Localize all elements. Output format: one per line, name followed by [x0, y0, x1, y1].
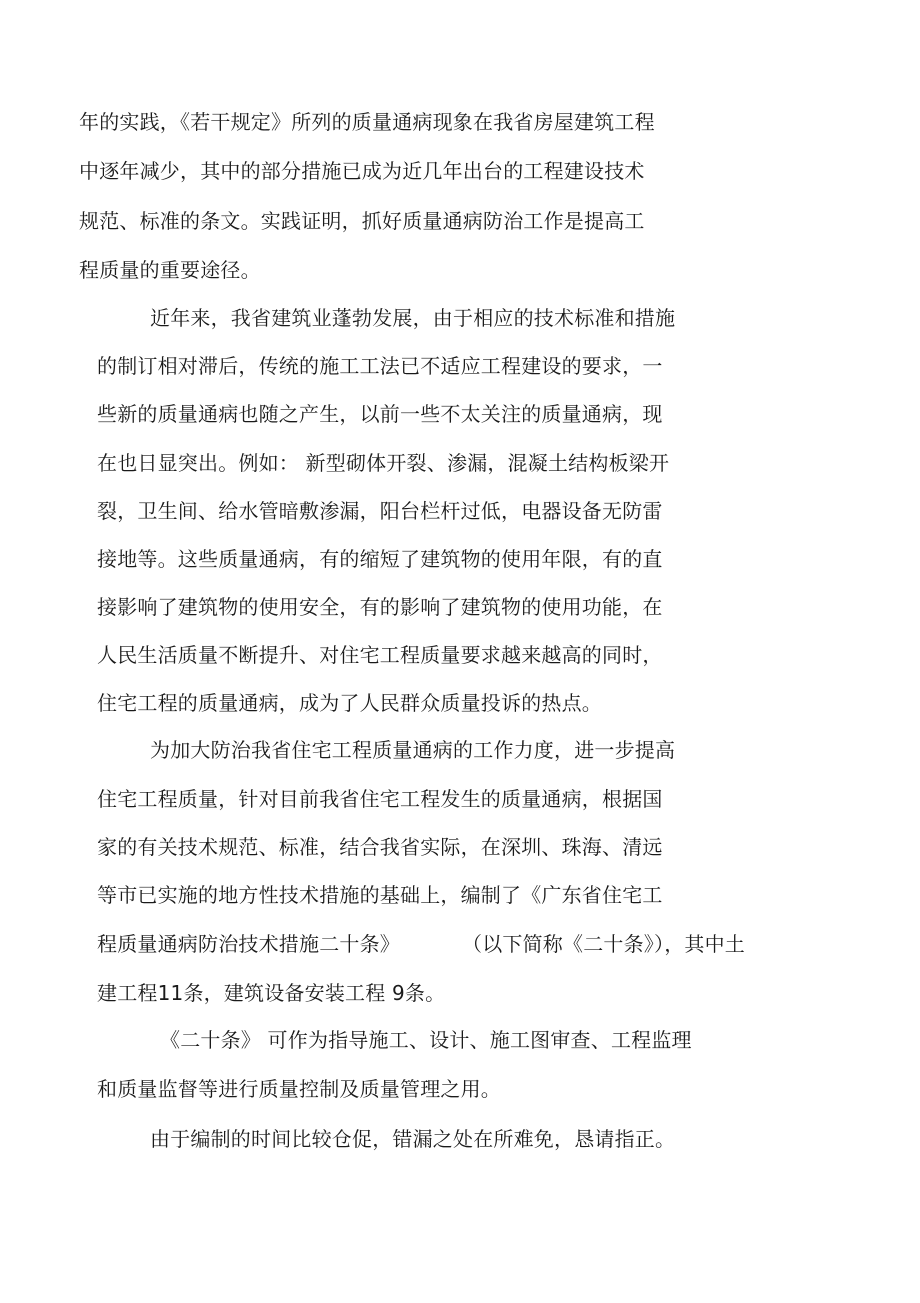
text-line: 程质量通病防治技术措施二十条》 [97, 932, 400, 956]
text-line: 在也日显突出。例如： 新型砌体开裂、渗漏，混凝土结构板梁开 [97, 451, 670, 475]
text-line: 等市已实施的地方性技术措施的基础上，编制了《广东省住宅工 [97, 883, 663, 907]
text-line: 的制订相对滞后，传统的施工工法已不适应工程建设的要求，一 [97, 354, 663, 378]
text-line: （以下简称《二十条》），其中土 [462, 932, 745, 956]
text-line: 年的实践，《若干规定》所列的质量通病现象在我省房屋建筑工程 [79, 110, 655, 134]
text-line: 些新的质量通病也随之产生，以前一些不太关注的质量通病，现 [97, 402, 663, 426]
text-line: 接影响了建筑物的使用安全，有的影响了建筑物的使用功能，在 [97, 595, 663, 619]
text-line: 住宅工程质量，针对目前我省住宅工程发生的质量通病，根据国 [97, 787, 663, 811]
text-line: 规范、标准的条文。实践证明，抓好质量通病防治工作是提高工 [79, 209, 645, 233]
text-line: 建工程11条，建筑设备安装工程 9条。 [97, 981, 446, 1005]
text-line: 中逐年减少，其中的部分措施已成为近几年出台的工程建设技术 [79, 159, 645, 183]
text-line: 人民生活质量不断提升、对住宅工程质量要求越来越高的同时， [97, 643, 663, 667]
text-line: 为加大防治我省住宅工程质量通病的工作力度，进一步提高 [150, 738, 676, 762]
text-line: 近年来，我省建筑业蓬勃发展，由于相应的技术标准和措施 [150, 306, 676, 330]
text-line: 程质量的重要途径。 [79, 258, 261, 282]
text-line: 家的有关技术规范、标准，结合我省实际，在深圳、珠海、清远 [97, 835, 663, 859]
text-line: 和质量监督等进行质量控制及质量管理之用。 [97, 1077, 501, 1101]
text-line: 由于编制的时间比较仓促，错漏之处在所难免，恳请指正。 [150, 1127, 676, 1151]
text-line: 接地等。这些质量通病，有的缩短了建筑物的使用年限，有的直 [97, 547, 663, 571]
text-line: 住宅工程的质量通病，成为了人民群众质量投诉的热点。 [97, 691, 602, 715]
text-line: 《二十条》 可作为指导施工、设计、施工图审查、工程监理 [160, 1028, 692, 1052]
text-line: 裂，卫生间、给水管暗敷渗漏，阳台栏杆过低，电器设备无防雷 [97, 499, 663, 523]
